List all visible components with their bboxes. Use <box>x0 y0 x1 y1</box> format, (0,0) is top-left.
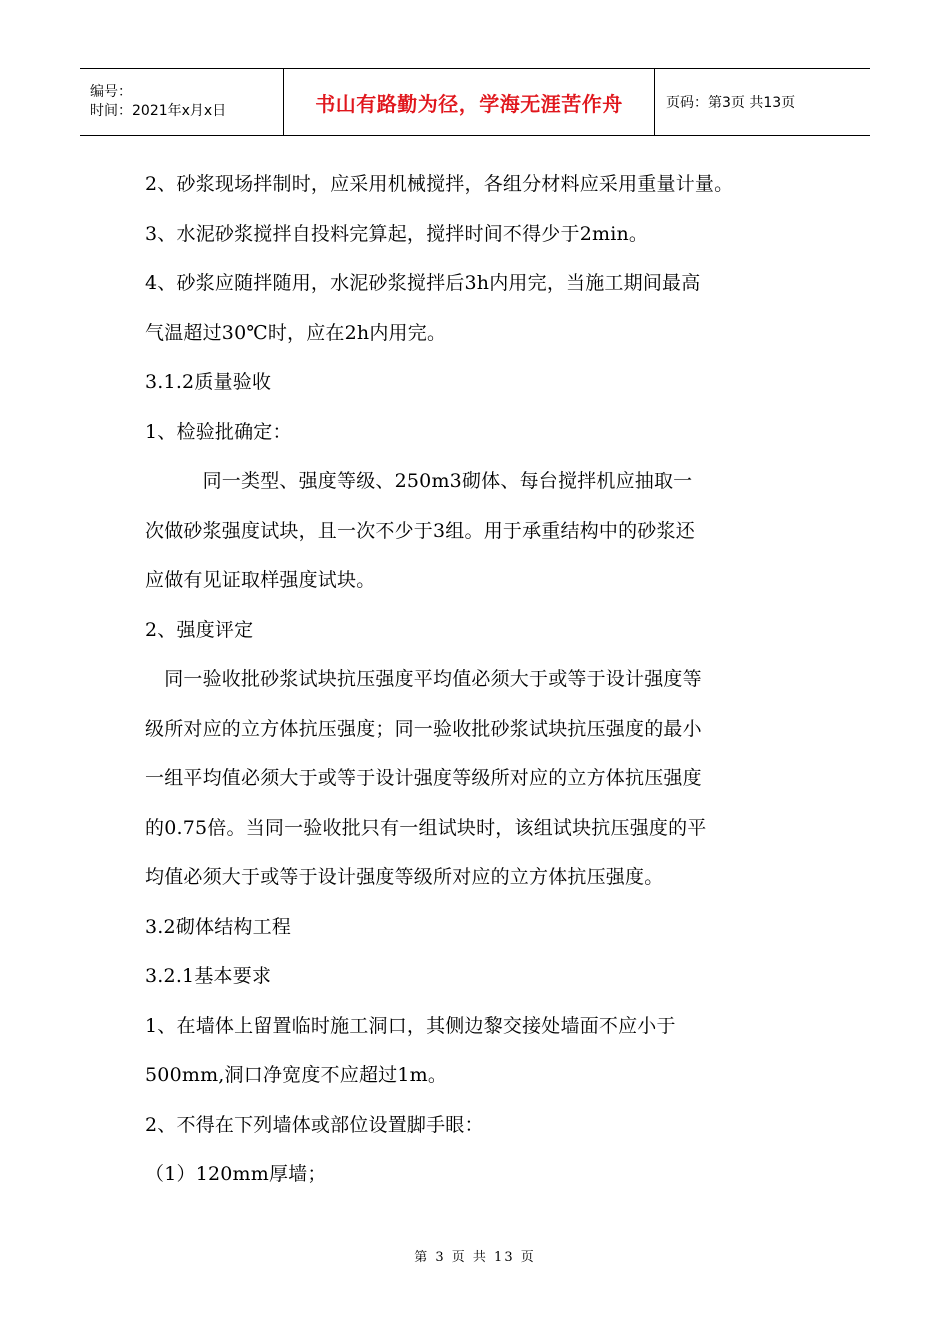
paragraph-line: 应做有见证取样强度试块。 <box>145 569 376 591</box>
header-left-cell <box>80 69 283 135</box>
paragraph-line: 同一验收批砂浆试块抗压强度平均值必须大于或等于设计强度等 <box>145 668 702 690</box>
page-footer: 第 3 页 共 13 页 <box>414 1250 536 1265</box>
header-page-cell <box>655 69 795 135</box>
paragraph-line: 级所对应的立方体抗压强度；同一验收批砂浆试块抗压强度的最小 <box>145 717 702 740</box>
paragraph-line: 1、检验批确定： <box>145 420 292 443</box>
document-number: 编号： <box>90 84 132 100</box>
document-body <box>145 160 815 1200</box>
paragraph-line: 3、水泥砂浆搅拌自投料完算起，搅拌时间不得少于2min。 <box>145 222 649 245</box>
paragraph-line: 次做砂浆强度试块，且一次不少于3组。用于承重结构中的砂浆还 <box>145 519 695 542</box>
paragraph-line: 4、砂浆应随拌随用，水泥砂浆搅拌后3h内用完，当施工期间最高 <box>145 272 701 294</box>
paragraph-line: 一组平均值必须大于或等于设计强度等级所对应的立方体抗压强度 <box>145 767 702 789</box>
paragraph-line: （1）120mm厚墙； <box>145 1163 327 1185</box>
header-page-number: 页码：第3页 共13页 <box>666 95 796 111</box>
paragraph-line: 2、强度评定 <box>145 618 254 641</box>
page-header <box>80 68 870 136</box>
paragraph-line: 气温超过30℃时，应在2h内用完。 <box>145 321 447 344</box>
paragraph-line: 500mm,洞口净宽度不应超过1m。 <box>145 1064 448 1086</box>
section-heading: 3.1.2质量验收 <box>145 371 272 393</box>
paragraph-line: 的0.75倍。当同一验收批只有一组试块时，该组试块抗压强度的平 <box>145 816 707 839</box>
section-heading: 3.2.1基本要求 <box>145 965 272 987</box>
document-date: 时间：2021年x月x日 <box>90 103 227 119</box>
header-motto: 书山有路勤为径，学海无涯苦作舟 <box>315 91 623 116</box>
paragraph-line: 均值必须大于或等于设计强度等级所对应的立方体抗压强度。 <box>145 866 664 888</box>
paragraph-line: 同一类型、强度等级、250m3砌体、每台搅拌机应抽取一 <box>145 470 693 492</box>
header-motto-cell <box>283 69 655 135</box>
section-heading: 3.2砌体结构工程 <box>145 915 292 938</box>
paragraph-line: 2、砂浆现场拌制时，应采用机械搅拌，各组分材料应采用重量计量。 <box>145 173 734 195</box>
paragraph-line: 1、在墙体上留置临时施工洞口，其侧边黎交接处墙面不应小于 <box>145 1014 676 1037</box>
paragraph-line: 2、不得在下列墙体或部位设置脚手眼： <box>145 1113 484 1136</box>
